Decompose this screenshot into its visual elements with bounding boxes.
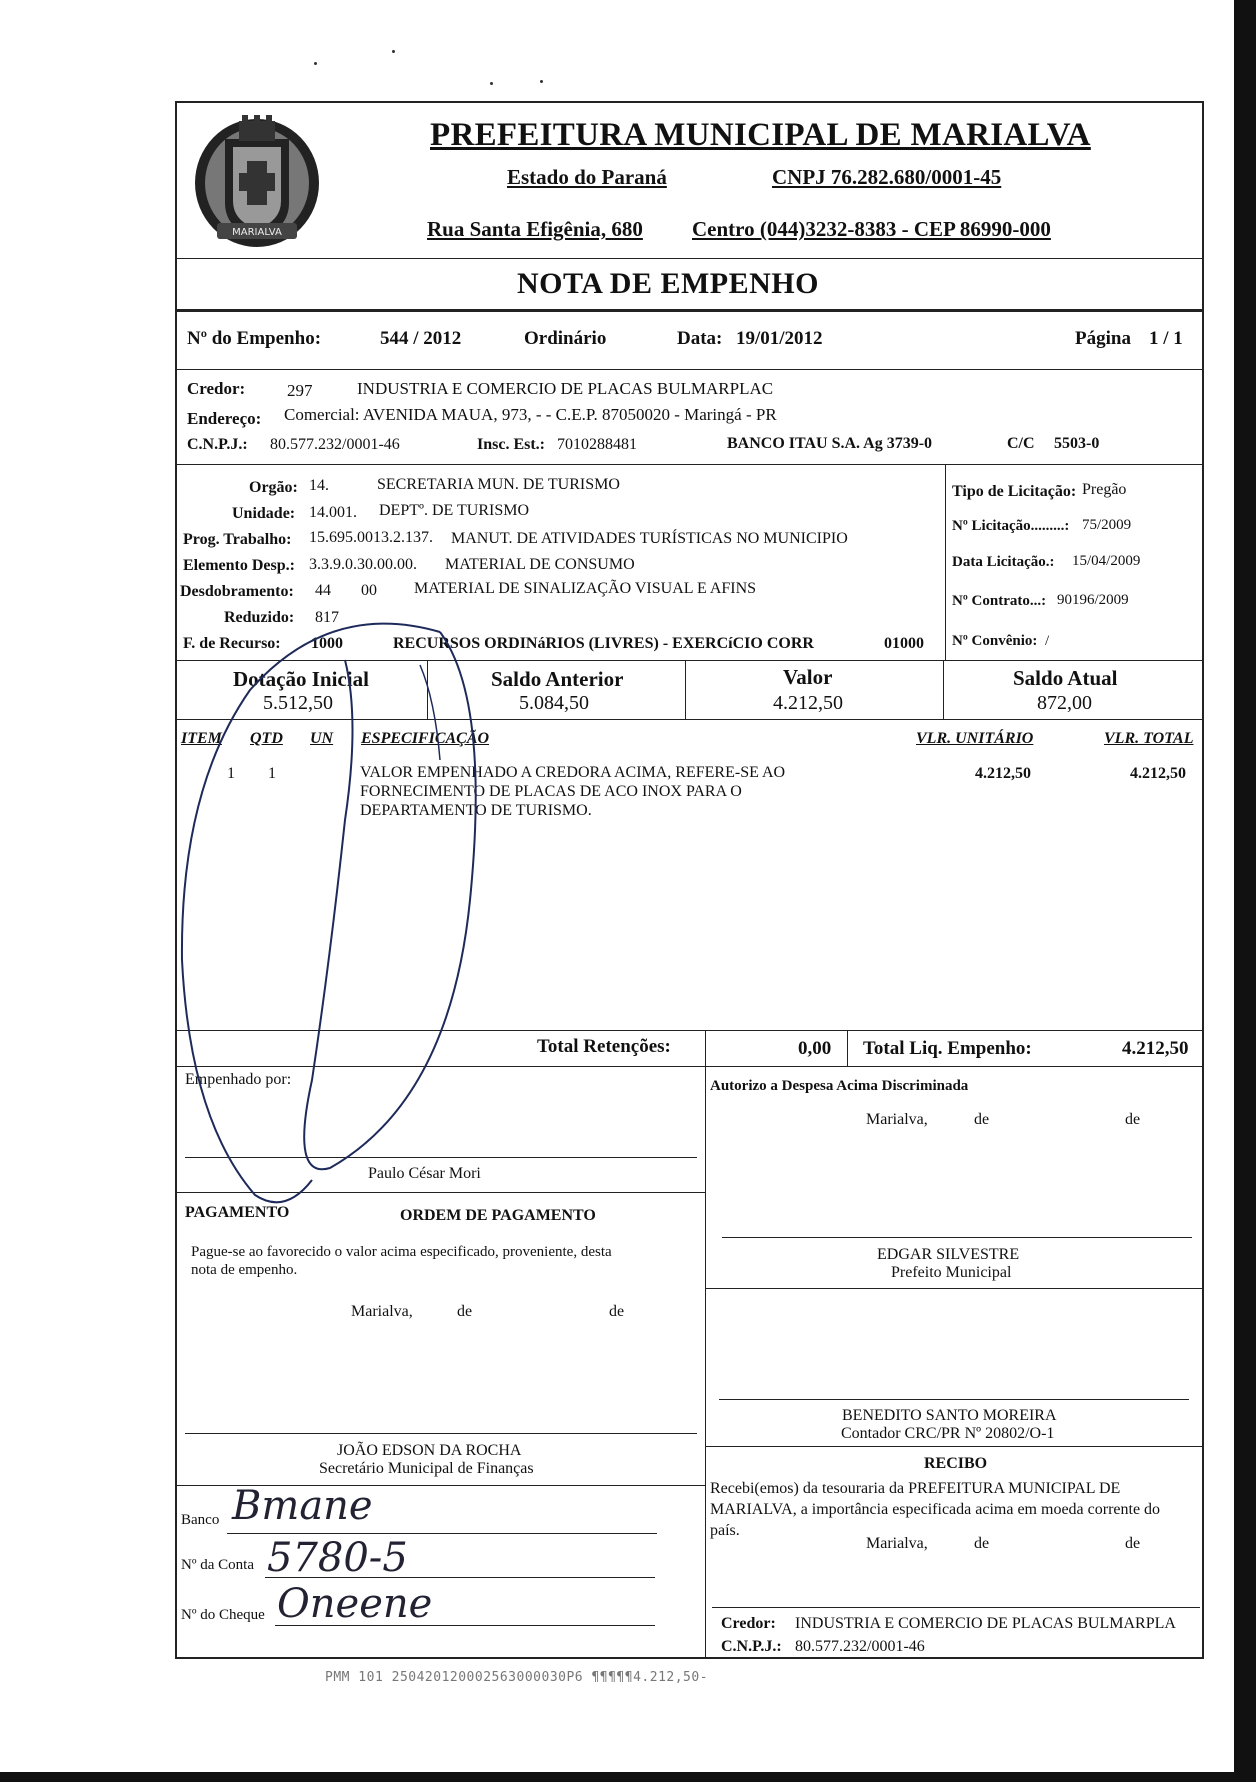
conta-label: Nº da Conta — [181, 1557, 254, 1573]
document-barcode-text: PMM 101 250420120002563000030P6 ¶¶¶¶¶4.212,50- — [325, 1670, 709, 1685]
contrato-number: 90196/2009 — [1057, 592, 1129, 608]
row-total-value: 4.212,50 — [1130, 765, 1186, 782]
prog-name: MANUT. DE ATIVIDADES TURÍSTICAS NO MUNICIPIO — [451, 530, 848, 547]
empenho-number: 544 / 2012 — [380, 328, 462, 349]
col-total-header: VLR. TOTAL — [1104, 730, 1194, 747]
col-item-header: ITEM — [181, 730, 222, 747]
autorizo-label: Autorizo a Despesa Acima Discriminada — [710, 1078, 969, 1094]
autorizo-place: Marialva, — [866, 1111, 928, 1128]
recibo-text-line: MARIALVA, a importância especificada acima em moeda corrente do — [710, 1501, 1161, 1518]
credor-address-label: Endereço: — [187, 409, 262, 428]
desdobramento-sub: 00 — [361, 582, 377, 599]
col-un-header: UN — [310, 730, 334, 747]
pagamento-de: de — [609, 1303, 625, 1320]
empenho-number-label: Nº do Empenho: — [187, 328, 322, 349]
dotacao-inicial-value: 5.512,50 — [263, 692, 333, 714]
prefeitura-title: PREFEITURA MUNICIPAL DE MARIALVA — [430, 117, 1091, 153]
saldo-atual-value: 872,00 — [1037, 692, 1092, 714]
pagamento-place: Marialva, — [351, 1303, 413, 1320]
row-description-line: VALOR EMPENHADO A CREDORA ACIMA, REFERE-SE AO — [360, 764, 786, 781]
empenho-date-label: Data: — [677, 328, 723, 349]
tipo-licitacao: Pregão — [1082, 481, 1127, 498]
orgao-label: Orgão: — [249, 479, 298, 496]
recibo-credor-label: Credor: — [721, 1615, 776, 1632]
cc-label: C/C — [1007, 435, 1035, 452]
credor-cnpj-label: C.N.P.J.: — [187, 436, 248, 453]
col-qtd-header: QTD — [250, 730, 283, 747]
licitacao-date-label: Data Licitação.: — [952, 554, 1055, 570]
saldo-anterior-label: Saldo Anterior — [491, 667, 624, 691]
credor-cnpj: 80.577.232/0001-46 — [270, 436, 400, 453]
recurso-code: 1000 — [311, 635, 343, 652]
mayor-name: EDGAR SILVESTRE — [877, 1246, 1020, 1263]
recurso-label: F. de Recurso: — [183, 635, 281, 652]
svg-text:MARIALVA: MARIALVA — [232, 227, 282, 238]
credor-name: INDUSTRIA E COMERCIO DE PLACAS BULMARPLAC — [357, 379, 774, 398]
desdobramento-label: Desdobramento: — [180, 583, 294, 600]
row-qtd: 1 — [268, 765, 276, 782]
cheque-handwriting: Oneene — [277, 1581, 433, 1627]
pagamento-text-line: nota de empenho. — [191, 1262, 298, 1278]
reduzido-value: 817 — [315, 609, 339, 626]
pagamento-text-line: Pague-se ao favorecido o valor acima especificado, proveniente, desta — [191, 1244, 612, 1260]
licitacao-date: 15/04/2009 — [1072, 553, 1141, 569]
recibo-cnpj: 80.577.232/0001-46 — [795, 1638, 925, 1655]
empenho-date: 19/01/2012 — [736, 328, 823, 349]
cheque-label: Nº do Cheque — [181, 1607, 265, 1623]
licitacao-number-label: Nº Licitação.........: — [952, 518, 1070, 534]
credor-code: 297 — [287, 381, 313, 400]
prefeitura-address: Rua Santa Efigênia, 680 — [427, 217, 643, 241]
credor-bank: BANCO ITAU S.A. Ag 3739-0 — [727, 435, 933, 452]
banco-label: Banco — [181, 1512, 220, 1528]
recibo-title: RECIBO — [924, 1455, 988, 1472]
convenio-number: / — [1045, 633, 1050, 649]
retencoes-value: 0,00 — [798, 1038, 832, 1059]
empenhado-signer: Paulo César Mori — [368, 1165, 481, 1182]
reduzido-label: Reduzido: — [224, 609, 295, 626]
liquido-label: Total Liq. Empenho: — [863, 1038, 1032, 1059]
pagamento-de: de — [457, 1303, 473, 1320]
saldo-anterior-value: 5.084,50 — [519, 692, 589, 714]
recibo-cnpj-label: C.N.P.J.: — [721, 1638, 782, 1655]
document-title: NOTA DE EMPENHO — [517, 267, 819, 300]
recibo-text-line: Recebi(emos) da tesouraria da PREFEITURA MUNICIPAL DE — [710, 1480, 1121, 1497]
page-label: Página — [1075, 328, 1131, 349]
elemento-label: Elemento Desp.: — [183, 557, 295, 574]
recibo-de: de — [1125, 1535, 1141, 1552]
empenhado-label: Empenhado por: — [185, 1071, 292, 1088]
contrato-label: Nº Contrato...: — [952, 593, 1047, 609]
unidade-name: DEPTº. DE TURISMO — [379, 502, 530, 519]
convenio-label: Nº Convênio: — [952, 633, 1038, 649]
orgao-code: 14. — [309, 477, 329, 494]
recibo-credor: INDUSTRIA E COMERCIO DE PLACAS BULMARPLA — [795, 1615, 1176, 1632]
col-especificacao-header: ESPECIFICAÇÃO — [361, 730, 490, 747]
prog-code: 15.695.0013.2.137. — [309, 529, 433, 546]
empenho-type: Ordinário — [524, 328, 607, 349]
recibo-place: Marialva, — [866, 1535, 928, 1552]
dotacao-inicial-label: Dotação Inicial — [233, 667, 369, 691]
accountant-name: BENEDITO SANTO MOREIRA — [842, 1407, 1057, 1424]
page-number: 1 / 1 — [1149, 328, 1183, 349]
unidade-label: Unidade: — [232, 505, 296, 522]
recurso-sub: 01000 — [884, 635, 924, 652]
prog-label: Prog. Trabalho: — [183, 531, 292, 548]
unidade-code: 14.001. — [309, 504, 357, 521]
recurso-name: RECURSOS ORDINáRIOS (LIVRES) - EXERCíCIO CORR — [393, 635, 814, 652]
cc-value: 5503-0 — [1054, 435, 1100, 452]
row-description-line: FORNECIMENTO DE PLACAS DE ACO INOX PARA O — [360, 783, 742, 800]
prefeitura-contact: Centro (044)3232-8383 - CEP 86990-000 — [692, 217, 1051, 241]
ordem-pagamento-label: ORDEM DE PAGAMENTO — [400, 1207, 596, 1224]
mayor-title: Prefeito Municipal — [891, 1264, 1012, 1281]
row-description-line: DEPARTAMENTO DE TURISMO. — [360, 802, 592, 819]
valor-label: Valor — [783, 665, 833, 689]
elemento-name: MATERIAL DE CONSUMO — [445, 556, 635, 573]
elemento-code: 3.3.9.0.30.00.00. — [309, 556, 417, 573]
autorizo-de: de — [1125, 1111, 1141, 1128]
pagamento-label: PAGAMENTO — [185, 1204, 290, 1221]
secretary-name: JOÃO EDSON DA ROCHA — [337, 1442, 522, 1459]
insc-value: 7010288481 — [557, 436, 637, 453]
recibo-de: de — [974, 1535, 990, 1552]
valor-value: 4.212,50 — [773, 692, 843, 714]
licitacao-number: 75/2009 — [1082, 517, 1132, 533]
credor-label: Credor: — [187, 379, 246, 398]
autorizo-de: de — [974, 1111, 990, 1128]
saldo-atual-label: Saldo Atual — [1013, 666, 1118, 690]
liquido-value: 4.212,50 — [1122, 1038, 1189, 1059]
prefeitura-cnpj: CNPJ 76.282.680/0001-45 — [772, 165, 1002, 189]
row-item: 1 — [227, 765, 235, 782]
state-name: Estado do Paraná — [507, 165, 667, 189]
desdobramento-name: MATERIAL DE SINALIZAÇÃO VISUAL E AFINS — [414, 580, 757, 597]
credor-address: Comercial: AVENIDA MAUA, 973, - - C.E.P. 87050020 - Maringá - PR — [284, 405, 777, 424]
recibo-text-line: país. — [710, 1522, 740, 1539]
orgao-name: SECRETARIA MUN. DE TURISMO — [377, 476, 620, 493]
secretary-title: Secretário Municipal de Finanças — [319, 1460, 534, 1477]
retencoes-label: Total Retenções: — [537, 1036, 671, 1057]
insc-label: Insc. Est.: — [477, 436, 546, 453]
banco-handwriting: Bmane — [232, 1483, 373, 1529]
row-unit-value: 4.212,50 — [975, 765, 1031, 782]
accountant-title: Contador CRC/PR Nº 20802/O-1 — [841, 1425, 1055, 1442]
col-unitario-header: VLR. UNITÁRIO — [916, 730, 1034, 747]
tipo-licitacao-label: Tipo de Licitação: — [952, 483, 1077, 500]
desdobramento-code: 44 — [315, 582, 331, 599]
conta-handwriting: 5780-5 — [267, 1535, 408, 1581]
